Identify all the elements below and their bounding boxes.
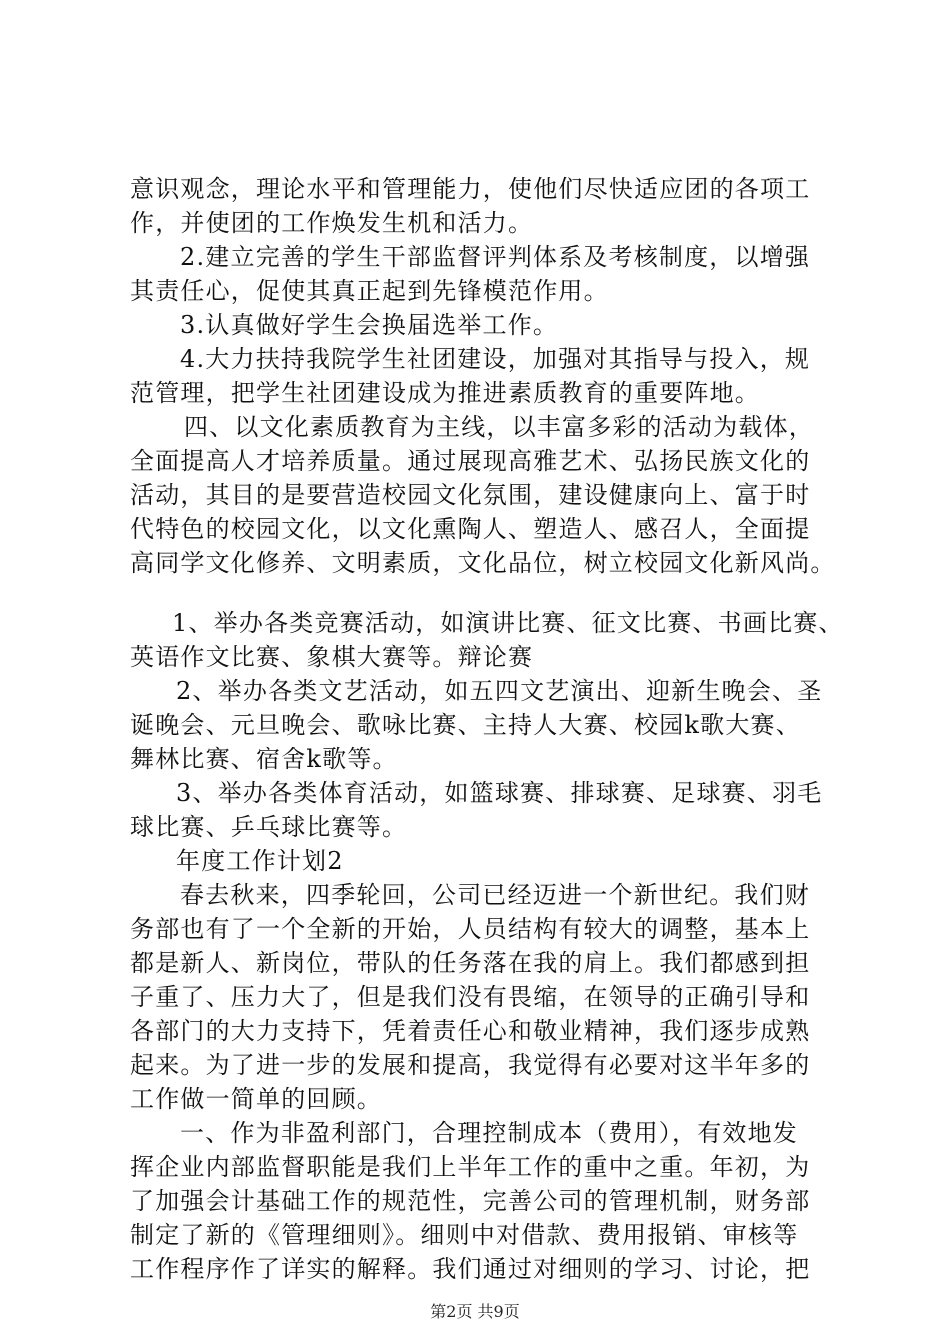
text-line: 挥企业内部监督职能是我们上半年工作的重中之重。年初，为 bbox=[130, 1153, 811, 1181]
text-line: 制定了新的《管理细则》。细则中对借款、费用报销、审核等 bbox=[130, 1221, 799, 1249]
page-number-footer: 第2页 共9页 bbox=[430, 1302, 520, 1321]
text-line: 2、举办各类文艺活动，如五四文艺演出、迎新生晚会、圣 bbox=[176, 677, 823, 705]
text-line: 起来。为了进一步的发展和提高，我觉得有必要对这半年多的 bbox=[130, 1051, 811, 1079]
text-line: 其责任心，促使其真正起到先锋模范作用。 bbox=[130, 277, 609, 305]
text-line: 作，并使团的工作焕发生机和活力。 bbox=[130, 209, 534, 237]
text-line: 活动，其目的是要营造校园文化氛围，建设健康向上、富于时 bbox=[130, 481, 811, 509]
text-line: 都是新人、新岗位，带队的任务落在我的肩上。我们都感到担 bbox=[130, 949, 811, 977]
text-line: 代特色的校园文化，以文化熏陶人、塑造人、感召人，全面提 bbox=[130, 515, 811, 543]
section-heading: 年度工作计划2 bbox=[176, 847, 344, 875]
text-line: 一、作为非盈利部门，合理控制成本（费用），有效地发 bbox=[180, 1119, 798, 1147]
text-line: 诞晚会、元旦晚会、歌咏比赛、主持人大赛、校园k歌大赛、 bbox=[130, 711, 801, 739]
text-line: 工作程序作了详实的解释。我们通过对细则的学习、讨论，把 bbox=[130, 1255, 811, 1283]
text-line: 意识观念，理论水平和管理能力，使他们尽快适应团的各项工 bbox=[130, 175, 811, 203]
text-line: 范管理，把学生社团建设成为推进素质教育的重要阵地。 bbox=[130, 379, 760, 407]
text-line: 务部也有了一个全新的开始，人员结构有较大的调整，基本上 bbox=[130, 915, 811, 943]
text-line: 工作做一简单的回顾。 bbox=[130, 1085, 382, 1113]
text-line: 3.认真做好学生会换届选举工作。 bbox=[180, 311, 559, 339]
text-line: 高同学文化修养、文明素质，文化品位，树立校园文化新风尚。 bbox=[130, 549, 836, 577]
text-line: 四、以文化素质教育为主线，以丰富多彩的活动为载体， bbox=[184, 413, 814, 441]
text-line: 舞林比赛、宿舍k歌等。 bbox=[130, 745, 398, 773]
text-line: 春去秋来，四季轮回，公司已经迈进一个新世纪。我们财 bbox=[180, 881, 810, 909]
text-line: 3、举办各类体育活动，如篮球赛、排球赛、足球赛、羽毛 bbox=[176, 779, 823, 807]
text-line: 球比赛、乒乓球比赛等。 bbox=[130, 813, 408, 841]
text-line: 了加强会计基础工作的规范性，完善公司的管理机制，财务部 bbox=[130, 1187, 811, 1215]
text-line: 1、举办各类竞赛活动，如演讲比赛、征文比赛、书画比赛、 bbox=[172, 609, 844, 637]
text-line: 全面提高人才培养质量。通过展现高雅艺术、弘扬民族文化的 bbox=[130, 447, 811, 475]
text-line: 英语作文比赛、象棋大赛等。辩论赛 bbox=[130, 643, 534, 671]
text-line: 子重了、压力大了，但是我们没有畏缩，在领导的正确引导和 bbox=[130, 983, 811, 1011]
text-line: 各部门的大力支持下，凭着责任心和敬业精神，我们逐步成熟 bbox=[130, 1017, 811, 1045]
text-line: 2.建立完善的学生干部监督评判体系及考核制度，以增强 bbox=[180, 243, 811, 271]
text-line: 4.大力扶持我院学生社团建设，加强对其指导与投入，规 bbox=[180, 345, 811, 373]
